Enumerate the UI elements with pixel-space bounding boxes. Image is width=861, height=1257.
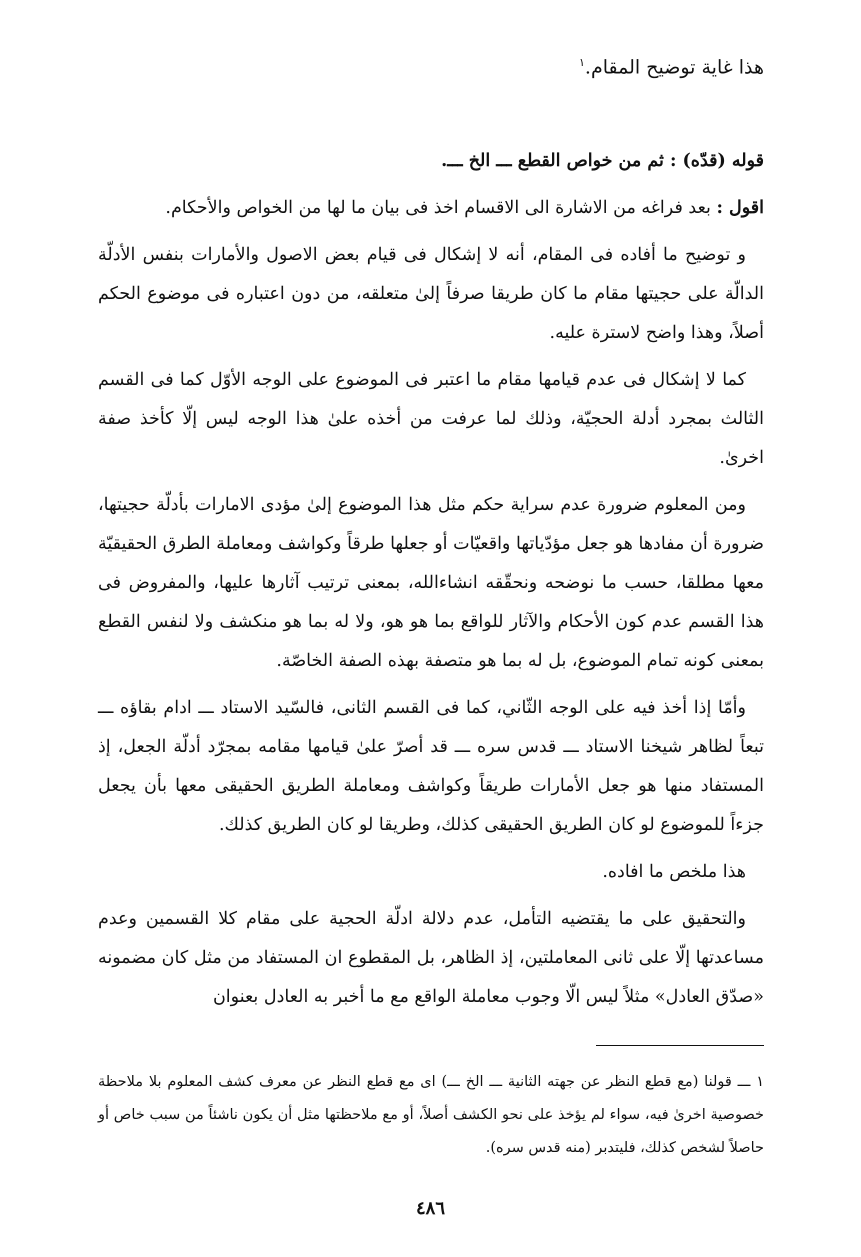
paragraph-aqul [98, 189, 764, 228]
footnote-reference[interactable]: ١ [578, 56, 585, 69]
paragraph: وأمّا إذا أخذ فيه على الوجه الثّاني، كما فى القسم الثانى، فالسّيد الاستاد ـــ ادام بقاؤه ـــ تبعاً لظاهر شيخنا الاستاد ـــ قدس سره ـــ قد أصرّ علىٰ قيامها مقامه بمجرّد أدلّة الجعل، إذ المستفاد منها هو جعل الأمارات طريقاً وكواشف ومعاملة الطريق الحقيقى معها بأن يجعل جزءاً للموضوع لو كان الطريق الحقيقى كذلك، وطريقا لو كان الطريق كذلك. [98, 698, 764, 835]
main-text [98, 142, 764, 1017]
footnote-divider [596, 1045, 764, 1046]
footnote-text: ١ ـــ قولنا (مع قطع النظر عن جهته الثانية ـــ الخ ـــ) اى مع قطع النظر عن معرف كشف المعلوم بلا ملاحظة خصوصية اخرىٰ فيه، سواء لم يؤخذ على نحو الكشف أصلاً، أو مع ملاحظتها مثل أن يكون ناشئاً من سبب خاص أو حاصلاً لشخص كذلك، فليتدبر (منه قدس سره). [98, 1074, 764, 1156]
summary-line: هذا ملخص ما افاده. [602, 862, 746, 882]
paragraph: كما لا إشكال فى عدم قيامها مقام ما اعتبر فى الموضوع على الوجه الأوّل كما فى القسم الثالث بمجرد أدلة الحجيّة، وذلك لما عرفت من أخذه علىٰ هذا الوجه ليس إلّا كأخذ صفة اخرىٰ. [98, 370, 764, 468]
continuation-text: هذا غاية توضيح المقام. [584, 56, 764, 79]
section-heading [98, 142, 764, 181]
aqul-text: بعد فراغه من الاشارة الى الاقسام اخذ فى بيان ما لها من الخواص والأحكام. [165, 198, 717, 218]
paragraph: والتحقيق على ما يقتضيه التأمل، عدم دلالة ادلّة الحجية على مقام كلا القسمين وعدم مساعدتها إلّا على ثانى المعاملتين، إذ الظاهر، بل المقطوع ان المستفاد من مثل كان مضمونه «صدّق العادل» مثلاً ليس الّا وجوب معاملة الواقع مع ما أخبر به العادل بعنوان [98, 909, 764, 1007]
page-number: ٤٨٦ [415, 1198, 445, 1219]
footnote [98, 1066, 764, 1165]
heading-lead: قوله (قدّه) : [669, 151, 764, 171]
aqul-label: اقول : [716, 198, 764, 218]
heading-rest: ثم من خواص القطع ـــ الخ ـــ. [441, 151, 670, 171]
continuation-line [98, 56, 764, 78]
paragraph: ومن المعلوم ضرورة عدم سراية حكم مثل هذا الموضوع إلىٰ مؤدى الامارات بأدلّة حجيتها، ضرورة أن مفادها هو جعل مؤدّياتها واقعيّات أو جعلها طرقاً وكواشف ومعاملة الطرق الحقيقيّة معها مطلقا، حسب ما نوضحه ونحقّقه انشاءالله، بمعنى ترتيب آثارها عليها، والمفروض فى هذا القسم عدم كون الأحكام والآثار للواقع بما هو هو، ولا له بما هو منكشف ولا لنفس القطع بمعنى كونه تمام الموضوع، بل له بما هو متصفة بهذه الصفة الخاصّة. [98, 495, 764, 671]
paragraph: و توضيح ما أفاده فى المقام، أنه لا إشكال فى قيام بعض الاصول والأمارات بنفس الأدلّة الدالّة على حجيتها مقام ما كان طريقا صرفاً إلىٰ متعلقه، من دون اعتباره فى موضوع الحكم أصلاً، وهذا واضح لاسترة عليه. [98, 245, 764, 343]
